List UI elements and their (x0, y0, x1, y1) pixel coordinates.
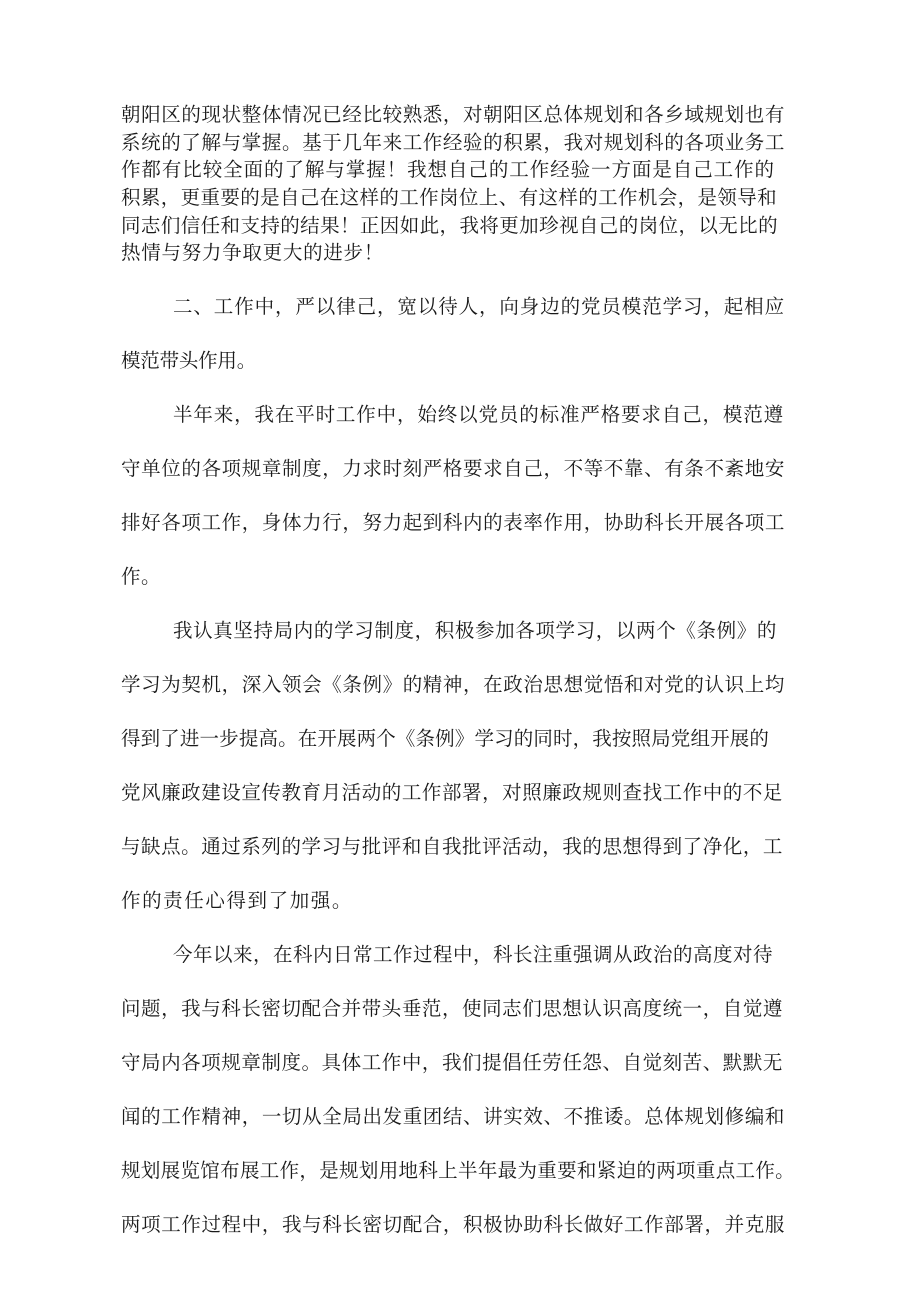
paragraph-3-line-3: 排好各项工作，身体力行，努力起到科内的表率作用，协助科长开展各项工 (121, 511, 785, 534)
paragraph-1-line-2: 系统的了解与掌握。基于几年来工作经验的积累，我对规划科的各项业务工 (121, 131, 785, 154)
paragraph-4-line-4: 党风廉政建设宣传教育月活动的工作部署，对照廉政规则查找工作中的不足 (121, 781, 783, 804)
paragraph-5-line-2: 问题，我与科长密切配合并带头垂范，使同志们思想认识高度统一，自觉遵 (121, 997, 783, 1020)
paragraph-1-line-1: 朝阳区的现状整体情况已经比较熟悉，对朝阳区总体规划和各乡域规划也有 (121, 103, 785, 126)
paragraph-4-line-6: 作的责任心得到了加强。 (121, 889, 353, 912)
paragraph-3-line-2: 守单位的各项规章制度，力求时刻严格要求自己，不等不靠、有条不紊地安 (121, 457, 785, 480)
paragraph-1-line-6: 热情与努力争取更大的进步！ (121, 241, 384, 264)
paragraph-3-line-4: 作。 (121, 565, 161, 588)
paragraph-2-line-1: 二、工作中，严以律己，宽以待人，向身边的党员模范学习，起相应 (173, 295, 785, 318)
paragraph-1-line-3: 作都有比较全面的了解与掌握！我想自己的工作经验一方面是自己工作的 (121, 158, 775, 181)
paragraph-1-line-4: 积累，更重要的是自己在这样的工作岗位上、有这样的工作机会，是领导和 (121, 186, 777, 209)
paragraph-5-line-4: 闻的工作精神，一切从全局出发重团结、讲实效、不推诿。总体规划修编和 (121, 1105, 785, 1128)
paragraph-5-line-1: 今年以来，在科内日常工作过程中，科长注重强调从政治的高度对待 (173, 943, 773, 966)
paragraph-5-line-6: 两项工作过程中，我与科长密切配合，积极协助科长做好工作部署，并克服 (121, 1213, 785, 1236)
paragraph-5-line-3: 守局内各项规章制度。具体工作中，我们提倡任劳任怨、自觉刻苦、默默无 (121, 1051, 783, 1074)
paragraph-4-line-5: 与缺点。通过系列的学习与批评和自我批评活动，我的思想得到了净化，工 (121, 835, 783, 858)
paragraph-4-line-3: 得到了进一步提高。在开展两个《条例》学习的同时，我按照局党组开展的 (121, 727, 769, 750)
paragraph-4-line-2: 学习为契机，深入领会《条例》的精神，在政治思想觉悟和对党的认识上均 (121, 673, 785, 696)
paragraph-3-line-1: 半年来，我在平时工作中，始终以党员的标准严格要求自己，模范遵 (173, 403, 784, 426)
paragraph-1-line-5: 同志们信任和支持的结果！正因如此，我将更加珍视自己的岗位，以无比的 (121, 214, 778, 237)
paragraph-2-line-2: 模范带头作用。 (121, 349, 256, 372)
paragraph-4-line-1: 我认真坚持局内的学习制度，积极参加各项学习，以两个《条例》的 (173, 619, 777, 642)
paragraph-5-line-5: 规划展览馆布展工作，是规划用地科上半年最为重要和紧迫的两项重点工作。 (121, 1159, 795, 1182)
